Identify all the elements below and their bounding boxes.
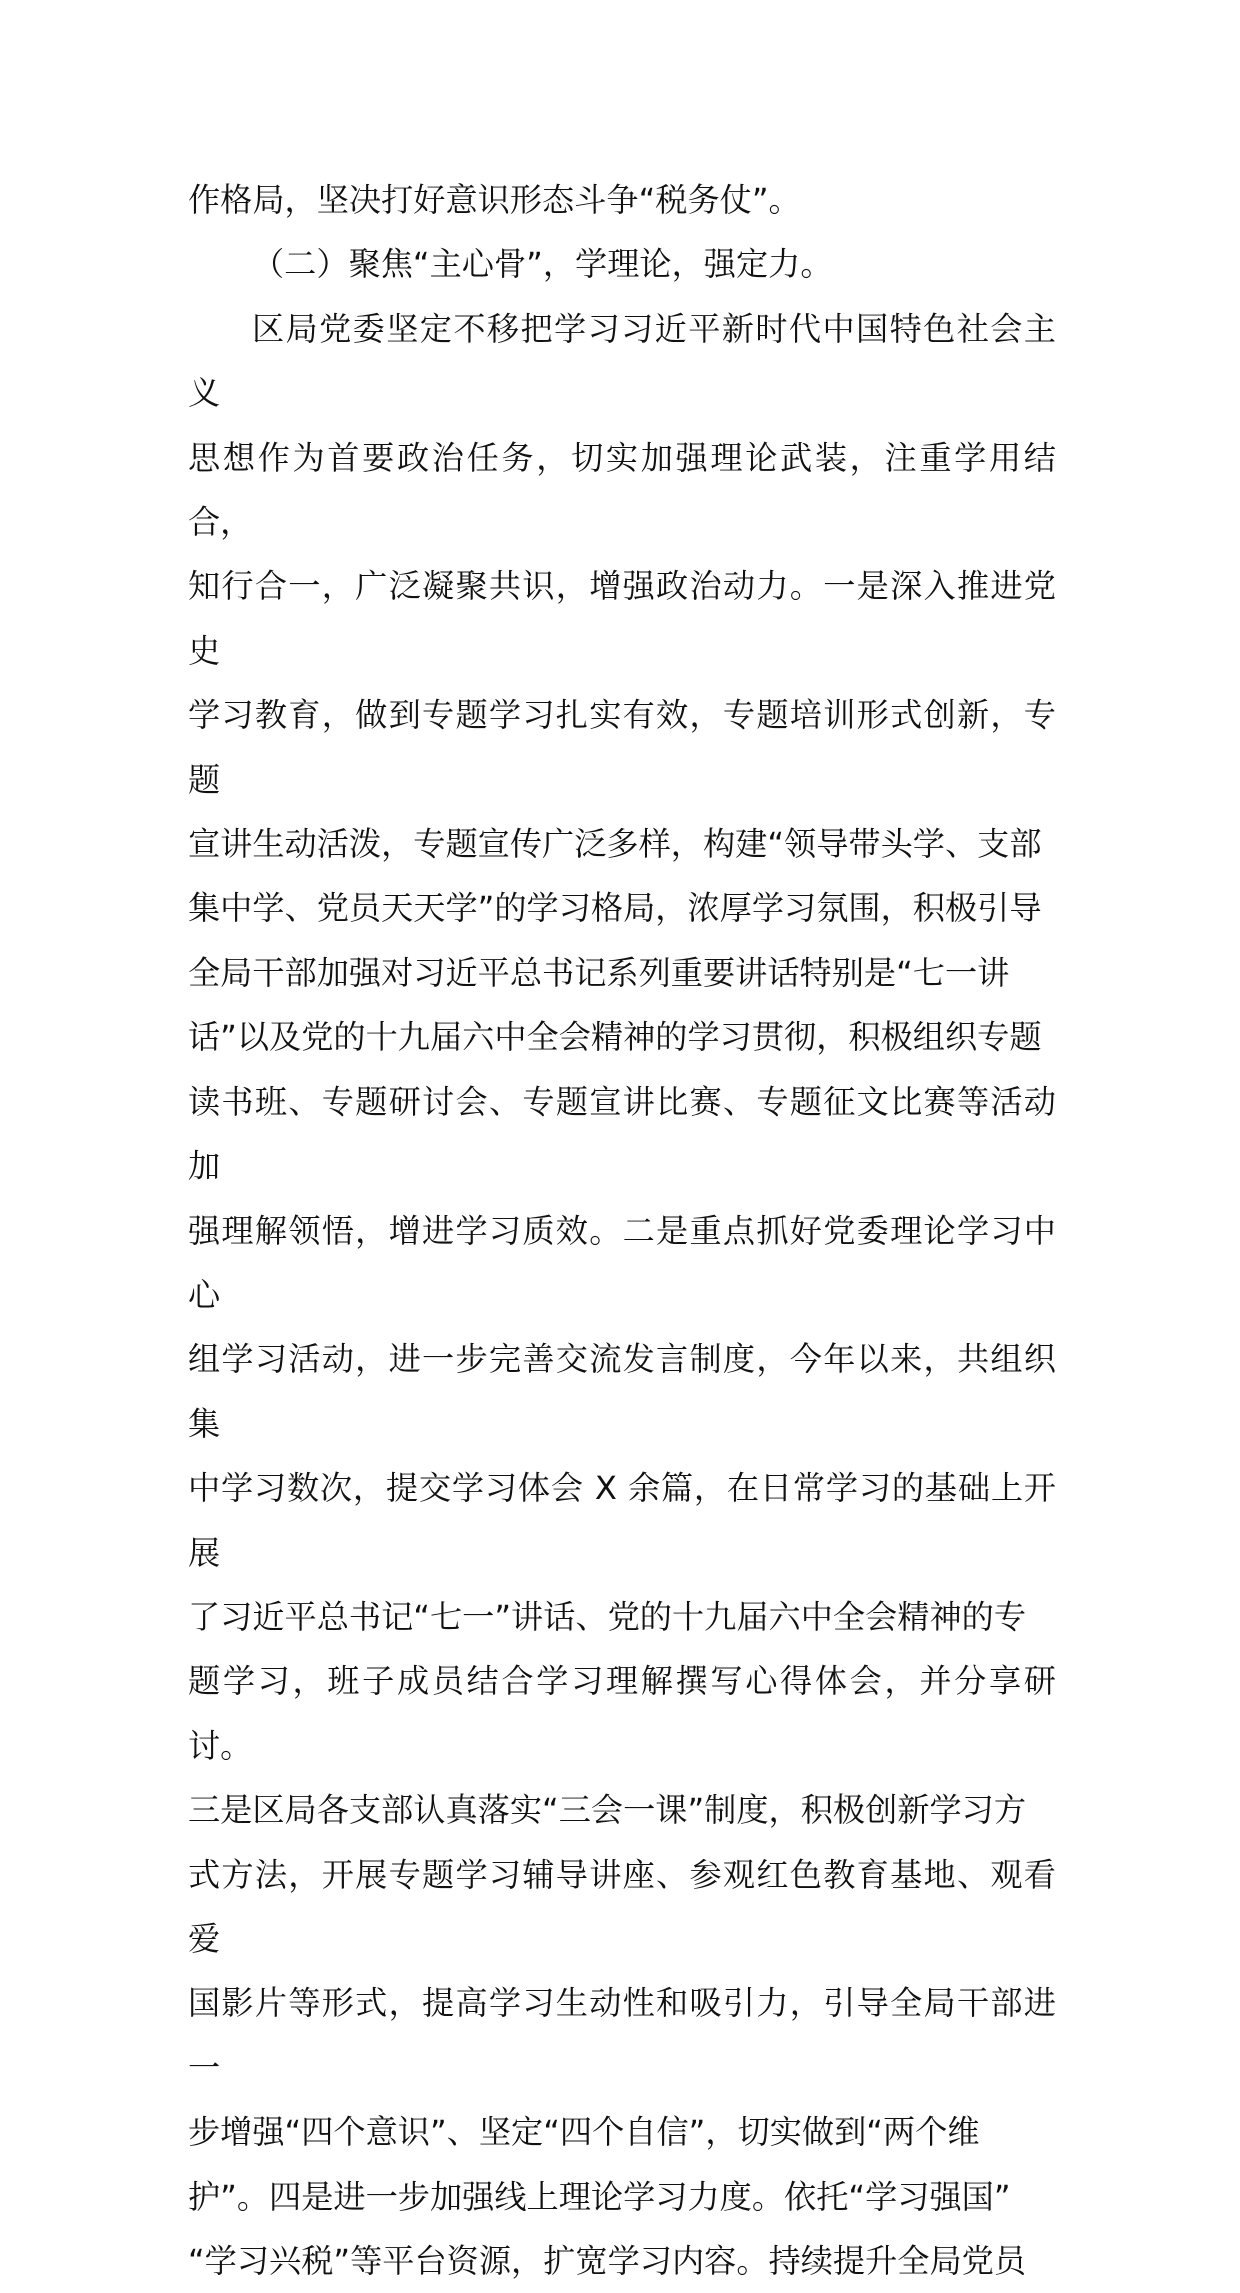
body-line: 题学习，班子成员结合学习理解撰写心得体会，并分享研讨。 <box>188 1662 1056 1765</box>
body-line: 集中学、党员天天学”的学习格局，浓厚学习氛围，积极引导 <box>188 889 1042 928</box>
body-line: 国影片等形式，提高学习生动性和吸引力，引导全局干部进一 <box>188 1984 1056 2087</box>
body-line: 知行合一，广泛凝聚共识，增强政治动力。一是深入推进党史 <box>188 567 1056 670</box>
body-line: 中学习数次，提交学习体会 X 余篇，在日常学习的基础上开展 <box>188 1469 1056 1572</box>
body-line: 全局干部加强对习近平总书记系列重要讲话特别是“七一讲 <box>188 953 1010 992</box>
body-line: 区局党委坚定不移把学习习近平新时代中国特色社会主义 <box>188 309 1056 413</box>
body-line: 护”。四是进一步加强线上理论学习力度。依托“学习强国” <box>188 2177 1011 2216</box>
body-line: 了习近平总书记“七一”讲话、党的十九届六中全会精神的专 <box>188 1597 1027 1636</box>
body-line: 宣讲生动活泼，专题宣传广泛多样，构建“领导带头学、支部 <box>188 825 1042 864</box>
body-line: 式方法，开展专题学习辅导讲座、参观红色教育基地、观看爱 <box>188 1855 1056 1958</box>
body-line: 思想作为首要政治任务，切实加强理论武装，注重学用结合， <box>188 438 1056 542</box>
body-line: 三是区局各支部认真落实“三会一课”制度，积极创新学习方 <box>188 1791 1027 1830</box>
body-line: 话”以及党的十九届六中全会精神的学习贯彻，积极组织专题 <box>188 1018 1042 1057</box>
body-line: 强理解领悟，增进学习质效。二是重点抓好党委理论学习中心 <box>188 1211 1056 1314</box>
body-line: “学习兴税”等平台资源，扩宽学习内容。持续提升全局党员 <box>188 2242 1027 2280</box>
body-line: 步增强“四个意识”、坚定“四个自信”，切实做到“两个维 <box>188 2113 980 2152</box>
section-heading: （二）聚焦“主心骨”，学理论，强定力。 <box>252 245 833 284</box>
body-line: 作格局，坚决打好意识形态斗争“税务仗”。 <box>188 181 801 219</box>
document-body <box>188 168 1056 2293</box>
body-line: 组学习活动，进一步完善交流发言制度，今年以来，共组织集 <box>188 1340 1056 1443</box>
body-line: 学习教育，做到专题学习扎实有效，专题培训形式创新，专题 <box>188 696 1056 799</box>
body-line: 读书班、专题研讨会、专题宣讲比赛、专题征文比赛等活动加 <box>188 1082 1056 1186</box>
